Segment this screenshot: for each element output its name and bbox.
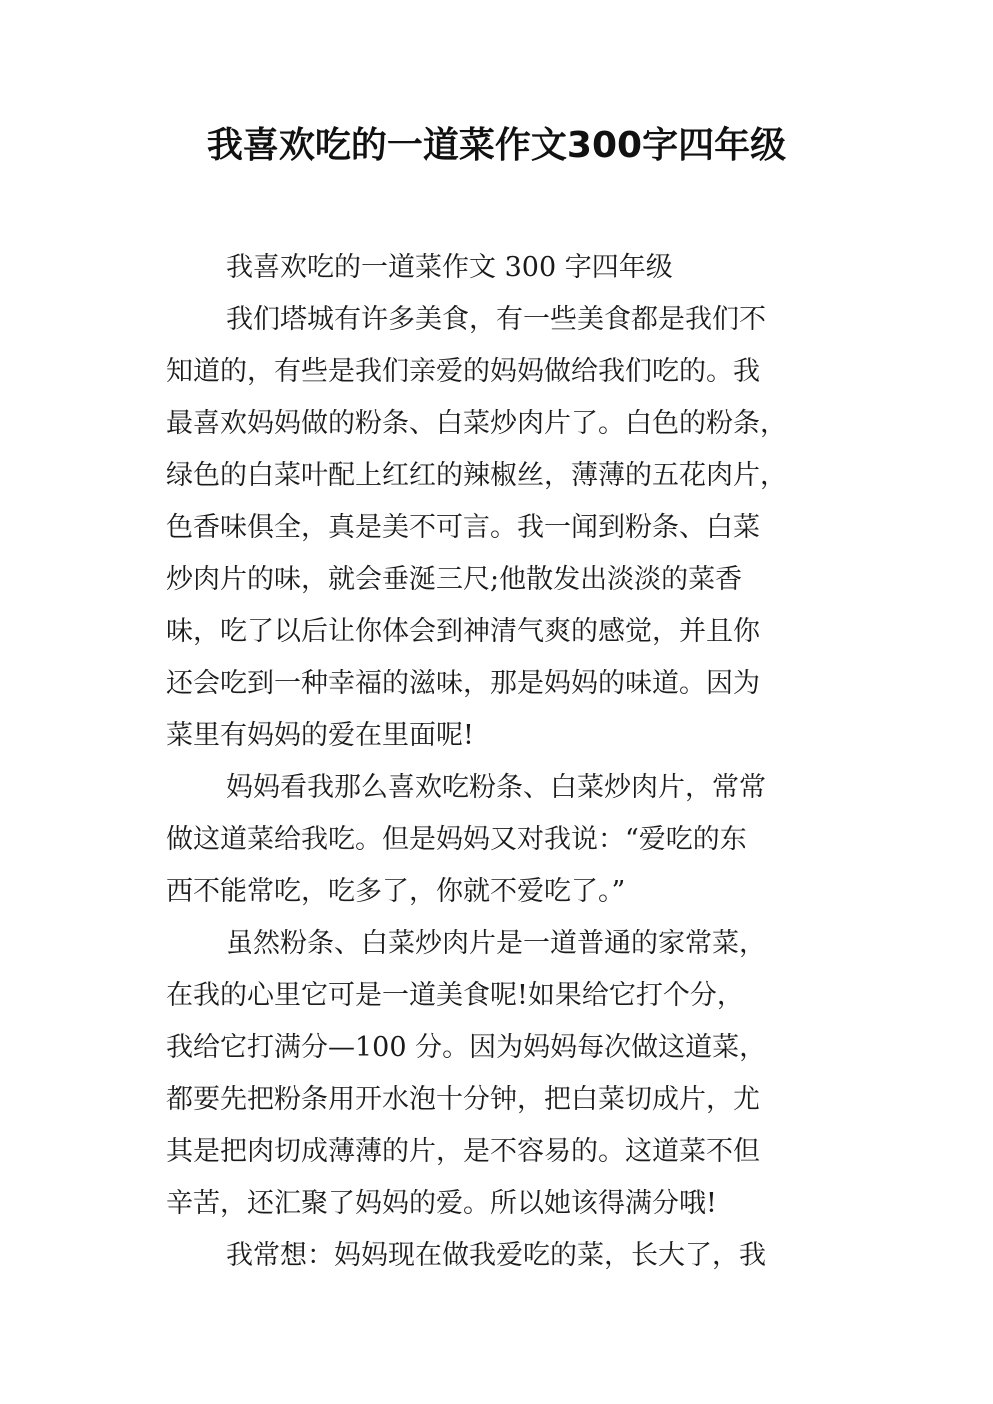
- body-text-line: 都要先把粉条用开水泡十分钟，把白菜切成片，尤: [166, 1084, 760, 1115]
- body-text-line: 辛苦，还汇聚了妈妈的爱。所以她该得满分哦!: [166, 1188, 717, 1219]
- body-text-line: 做这道菜给我吃。但是妈妈又对我说：“爱吃的东: [166, 824, 747, 855]
- body-text-line: 妈妈看我那么喜欢吃粉条、白菜炒肉片，常常: [226, 772, 766, 803]
- body-text-line: 知道的，有些是我们亲爱的妈妈做给我们吃的。我: [166, 356, 760, 387]
- body-text-line: 最喜欢妈妈做的粉条、白菜炒肉片了。白色的粉条，: [166, 408, 787, 439]
- body-text-line: 虽然粉条、白菜炒肉片是一道普通的家常菜，: [226, 928, 766, 959]
- body-text-line: 炒肉片的味，就会垂涎三尺;他散发出淡淡的菜香: [166, 564, 743, 595]
- body-text-line: 其是把肉切成薄薄的片，是不容易的。这道菜不但: [166, 1136, 760, 1167]
- body-text-line: 我们塔城有许多美食，有一些美食都是我们不: [226, 304, 766, 335]
- body-text-line: 味，吃了以后让你体会到神清气爽的感觉，并且你: [166, 616, 760, 647]
- body-text-line: 西不能常吃，吃多了，你就不爱吃了。”: [166, 876, 626, 907]
- body-text-line: 我常想：妈妈现在做我爱吃的菜，长大了，我: [226, 1240, 766, 1271]
- body-text-line: 我喜欢吃的一道菜作文 300 字四年级: [226, 252, 673, 283]
- document-title: 我喜欢吃的一道菜作文300字四年级: [206, 125, 787, 166]
- body-text-line: 还会吃到一种幸福的滋味，那是妈妈的味道。因为: [166, 668, 760, 699]
- body-text-line: 在我的心里它可是一道美食呢!如果给它打个分，: [166, 980, 744, 1011]
- body-text-line: 菜里有妈妈的爱在里面呢!: [166, 720, 474, 751]
- body-text-line: 色香味俱全，真是美不可言。我一闻到粉条、白菜: [166, 512, 760, 543]
- body-text-line: 我给它打满分—100 分。因为妈妈每次做这道菜，: [166, 1032, 767, 1063]
- document-body: [166, 242, 836, 1282]
- body-text-line: 绿色的白菜叶配上红红的辣椒丝，薄薄的五花肉片，: [166, 460, 787, 491]
